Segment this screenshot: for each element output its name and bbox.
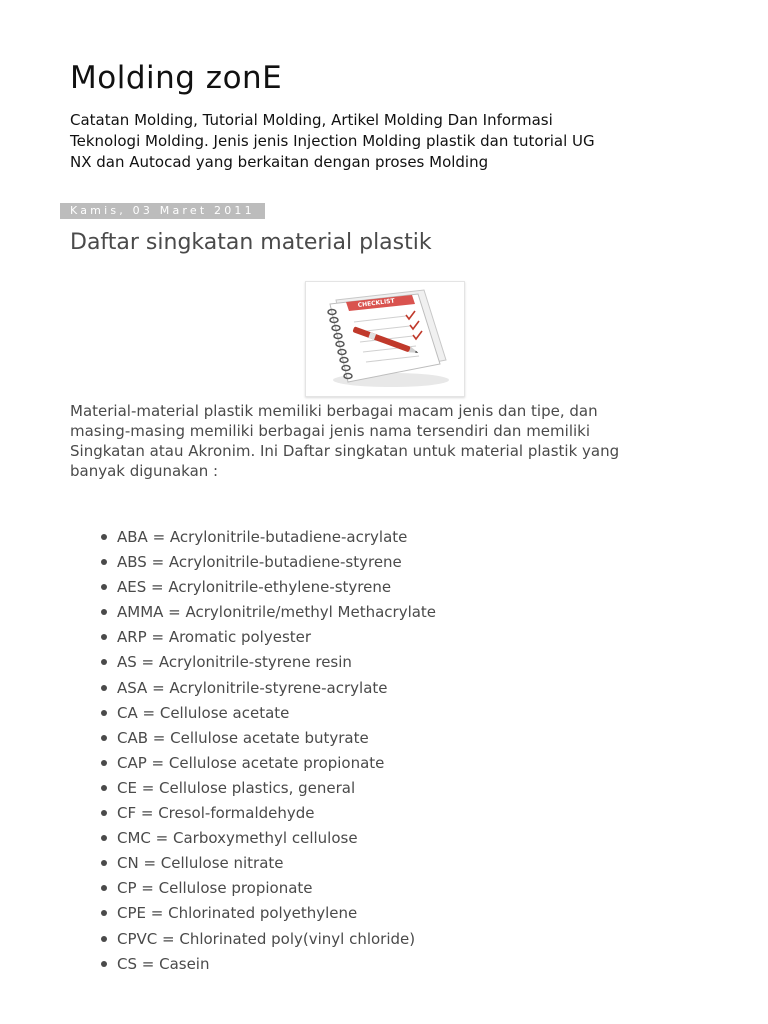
list-item xyxy=(117,803,436,828)
list-item xyxy=(117,577,436,602)
list-item xyxy=(117,703,436,728)
list-item-text: ABS = Acrylonitrile-butadiene-styrene xyxy=(117,553,402,572)
bullet-icon xyxy=(101,785,107,791)
bullet-icon xyxy=(101,634,107,640)
list-item xyxy=(117,778,436,803)
list-item-text: CPE = Chlorinated polyethylene xyxy=(117,904,358,923)
post-body-line: masing-masing memiliki berbagai jenis nama tersendiri dan memiliki xyxy=(70,422,591,440)
list-item xyxy=(117,929,436,954)
checklist-notebook-icon xyxy=(306,282,464,396)
bullet-icon xyxy=(101,936,107,942)
list-item-text: AS = Acrylonitrile-styrene resin xyxy=(117,653,352,672)
list-item xyxy=(117,728,436,753)
list-item xyxy=(117,954,436,979)
list-item-text: ASA = Acrylonitrile-styrene-acrylate xyxy=(117,678,388,697)
bullet-icon xyxy=(101,659,107,665)
list-item-text: ABA = Acrylonitrile-butadiene-acrylate xyxy=(117,528,408,546)
post-body xyxy=(70,401,710,481)
list-item xyxy=(117,652,436,677)
list-item xyxy=(117,627,436,652)
list-item-text: CN = Cellulose nitrate xyxy=(117,854,284,873)
blog-title[interactable]: Molding zonE xyxy=(70,60,283,96)
list-item xyxy=(117,878,436,903)
list-item-text: AES = Acrylonitrile-ethylene-styrene xyxy=(117,578,392,597)
bullet-icon xyxy=(101,860,107,866)
list-item-text: CPVC = Chlorinated poly(vinyl chloride) xyxy=(117,929,416,948)
list-item xyxy=(117,527,436,552)
bullet-icon xyxy=(101,735,107,741)
bullet-icon xyxy=(101,609,107,615)
post-title[interactable]: Daftar singkatan material plastik xyxy=(70,230,432,255)
bullet-icon xyxy=(101,710,107,716)
checklist-caption: CHECKLIST xyxy=(357,297,396,309)
list-item xyxy=(117,552,436,577)
list-item xyxy=(117,602,436,627)
post-body-line: Singkatan atau Akronim. Ini Daftar singkatan untuk material plastik yang xyxy=(70,442,620,460)
post-body-line: banyak digunakan : xyxy=(70,462,219,480)
blog-description-line: NX dan Autocad yang berkaitan dengan proses Molding xyxy=(70,153,489,171)
post-image[interactable] xyxy=(305,281,465,397)
list-item-text: CS = Casein xyxy=(117,954,210,973)
list-item-text: CP = Cellulose propionate xyxy=(117,879,313,898)
blog-description-line: Teknologi Molding. Jenis jenis Injection Molding plastik dan tutorial UG xyxy=(70,132,595,150)
list-item-text: CAB = Cellulose acetate butyrate xyxy=(117,728,369,747)
list-item xyxy=(117,853,436,878)
list-item-text: CA = Cellulose acetate xyxy=(117,703,290,722)
bullet-icon xyxy=(101,559,107,565)
blog-description-line: Catatan Molding, Tutorial Molding, Artikel Molding Dan Informasi xyxy=(70,111,553,129)
list-item xyxy=(117,828,436,853)
list-item xyxy=(117,753,436,778)
list-item-text: CAP = Cellulose acetate propionate xyxy=(117,753,385,772)
blog-description xyxy=(70,110,710,173)
bullet-icon xyxy=(101,584,107,590)
list-item xyxy=(117,678,436,703)
list-item-text: ARP = Aromatic polyester xyxy=(117,628,312,647)
bullet-icon xyxy=(101,961,107,967)
post-body-line: Material-material plastik memiliki berbagai macam jenis dan tipe, dan xyxy=(70,402,598,420)
abbreviation-list xyxy=(117,527,436,979)
list-item-text: CMC = Carboxymethyl cellulose xyxy=(117,829,358,848)
bullet-icon xyxy=(101,910,107,916)
post-date-header: Kamis, 03 Maret 2011 xyxy=(60,203,265,219)
list-item-text: CE = Cellulose plastics, general xyxy=(117,778,356,797)
list-item-text: AMMA = Acrylonitrile/methyl Methacrylate xyxy=(117,603,437,622)
bullet-icon xyxy=(101,885,107,891)
bullet-icon xyxy=(101,810,107,816)
bullet-icon xyxy=(101,760,107,766)
bullet-icon xyxy=(101,685,107,691)
bullet-icon xyxy=(101,534,107,540)
list-item xyxy=(117,903,436,928)
list-item-text: CF = Cresol-formaldehyde xyxy=(117,804,315,823)
bullet-icon xyxy=(101,835,107,841)
